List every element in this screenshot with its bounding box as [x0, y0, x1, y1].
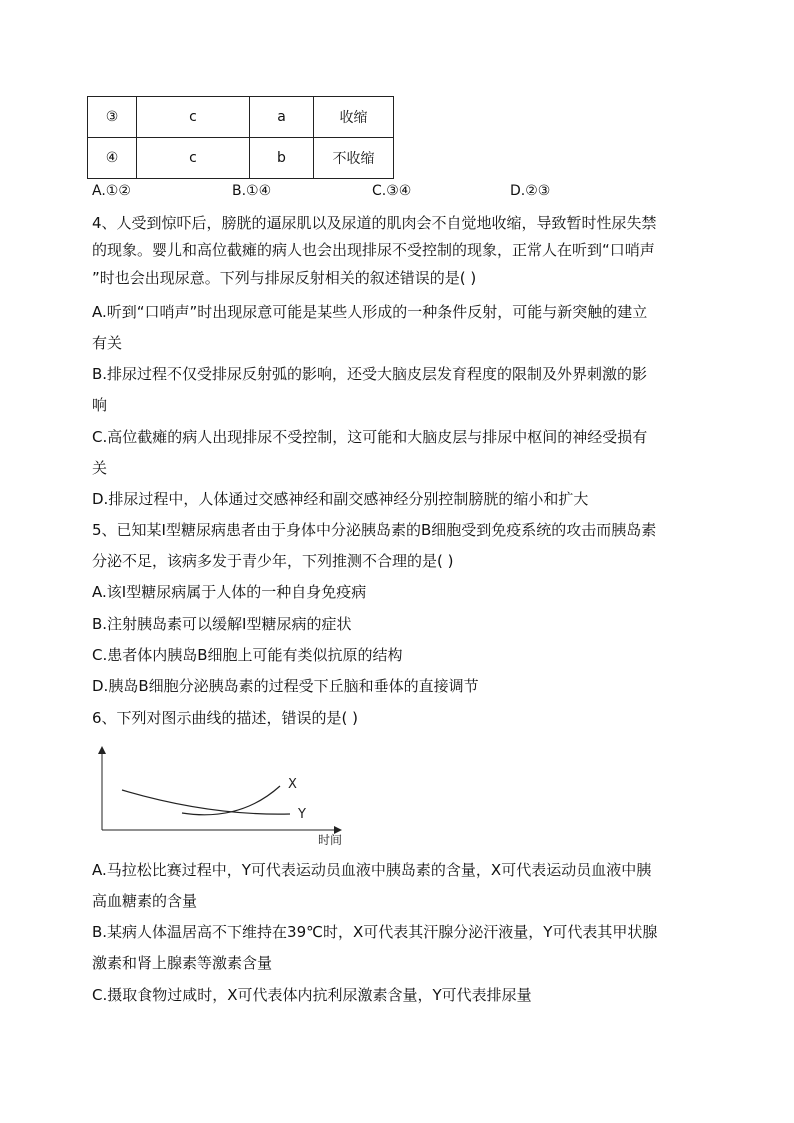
table-cell: c: [137, 138, 250, 179]
curve-figure: [90, 746, 360, 846]
q4-option-a[interactable]: A.听到“口哨声”时出现尿意可能是某些人形成的一种条件反射，可能与新突触的建立: [92, 303, 648, 321]
q6-option-a[interactable]: A.马拉松比赛过程中，Y可代表运动员血液中胰岛素的含量，X可代表运动员血液中胰: [92, 861, 652, 879]
curve-x-label: X: [288, 777, 297, 792]
q3-option-d[interactable]: D.②③: [510, 183, 551, 199]
q4-option-a-cont: 有关: [92, 334, 123, 352]
q4-option-c[interactable]: C.高位截瘫的病人出现排尿不受控制，这可能和大脑皮层与排尿中枢间的神经受损有: [92, 428, 648, 446]
table-cell: b: [250, 138, 314, 179]
q5-option-a[interactable]: A.该I型糖尿病属于人体的一种自身免疫病: [92, 583, 367, 601]
table-cell: 收缩: [314, 97, 394, 138]
q6-option-a-cont: 高血糖素的含量: [92, 892, 198, 910]
q6-option-c[interactable]: C.摄取食物过咸时，X可代表体内抗利尿激素含量，Y可代表排尿量: [92, 986, 532, 1004]
q3-option-a[interactable]: A.①②: [92, 183, 131, 199]
table-row: [88, 97, 394, 138]
answer-table: [87, 96, 394, 179]
table-cell: ④: [88, 138, 137, 179]
q5-stem-line: 分泌不足，该病多发于青少年，下列推测不合理的是( ): [92, 552, 454, 570]
q5-stem-line: 5、已知某I型糖尿病患者由于身体中分泌胰岛素的B细胞受到免疫系统的攻击而胰岛素: [92, 521, 657, 539]
table-cell: ③: [88, 97, 137, 138]
q5-option-d[interactable]: D.胰岛B细胞分泌胰岛素的过程受下丘脑和垂体的直接调节: [92, 677, 479, 695]
table-cell: a: [250, 97, 314, 138]
q4-stem-line: 4、人受到惊吓后，膀胱的逼尿肌以及尿道的肌肉会不自觉地收缩，导致暂时性尿失禁: [92, 214, 657, 232]
curve-x: [182, 786, 280, 815]
q3-option-c[interactable]: C.③④: [372, 183, 412, 199]
curve-y-label: Y: [298, 807, 306, 822]
table-row: [88, 138, 394, 179]
q3-options: [92, 183, 712, 203]
q4-option-b[interactable]: B.排尿过程不仅受排尿反射弧的影响，还受大脑皮层发育程度的限制及外界刺激的影: [92, 365, 648, 383]
curve-y: [122, 790, 290, 814]
q5-option-b[interactable]: B.注射胰岛素可以缓解I型糖尿病的症状: [92, 615, 352, 633]
q6-option-b[interactable]: B.某病人体温居高不下维持在39℃时，X可代表其汗腺分泌汗液量，Y可代表其甲状腺: [92, 923, 658, 941]
table-cell: 不收缩: [314, 138, 394, 179]
x-axis-label: 时间: [318, 833, 343, 846]
q4-option-c-cont: 关: [92, 459, 108, 477]
q6-option-b-cont: 激素和肾上腺素等激素含量: [92, 954, 273, 972]
q4-stem-line: 的现象。婴儿和高位截瘫的病人也会出现排尿不受控制的现象，正常人在听到“口哨声: [92, 241, 655, 259]
table-cell: c: [137, 97, 250, 138]
q4-option-b-cont: 响: [92, 396, 108, 414]
q4-option-d[interactable]: D.排尿过程中，人体通过交感神经和副交感神经分别控制膀胱的缩小和扩大: [92, 490, 589, 508]
q6-stem-line: 6、下列对图示曲线的描述，错误的是( ): [92, 709, 359, 727]
q4-stem-line: ”时也会出现尿意。下列与排尿反射相关的叙述错误的是( ): [92, 269, 477, 287]
q5-option-c[interactable]: C.患者体内胰岛B细胞上可能有类似抗原的结构: [92, 646, 403, 664]
q3-option-b[interactable]: B.①④: [232, 183, 272, 199]
